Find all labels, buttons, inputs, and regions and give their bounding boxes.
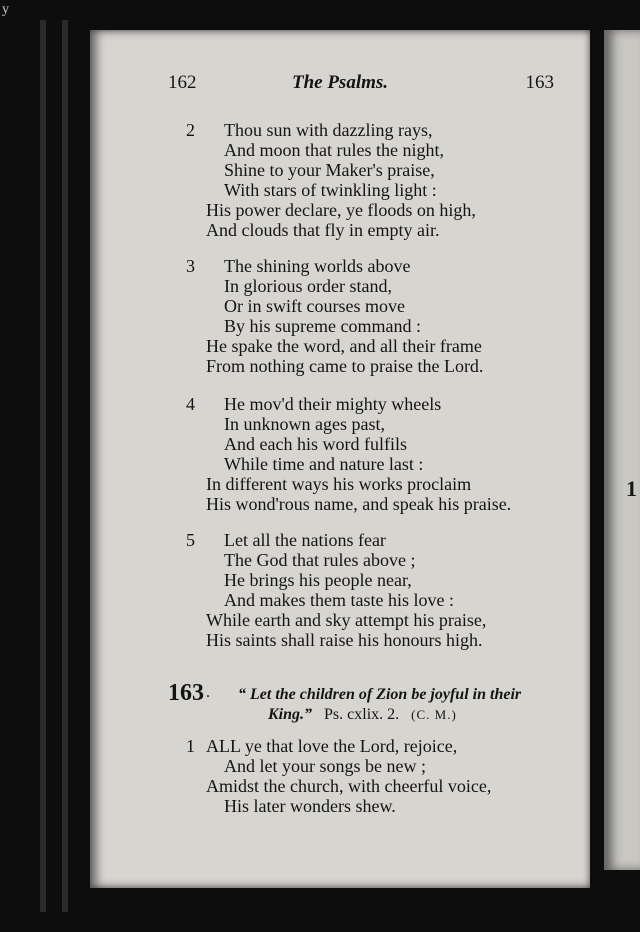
- verse-line: Shine to your Maker's praise,: [224, 160, 435, 180]
- hymn-reference: [268, 706, 457, 724]
- verse-line: In unknown ages past,: [224, 414, 385, 434]
- verse-number: 4: [186, 394, 195, 414]
- verse-line: And let your songs be new ;: [224, 756, 426, 776]
- verse-line: And moon that rules the night,: [224, 140, 444, 160]
- verse-line: The God that rules above ;: [224, 550, 416, 570]
- verse-line: By his supreme command :: [224, 316, 421, 336]
- verse-line: He mov'd their mighty wheels: [224, 394, 442, 414]
- page-number-right: 163: [525, 72, 554, 93]
- verse-line: In different ways his works proclaim: [206, 474, 472, 494]
- verse-line: While time and nature last :: [224, 454, 424, 474]
- corner-mark: y: [2, 2, 9, 17]
- verse-line: His wond'rous name, and speak his praise.: [206, 494, 512, 514]
- verse-line: He spake the word, and all their frame: [206, 336, 482, 356]
- verse-line: And makes them taste his love :: [224, 590, 454, 610]
- verse-line: Amidst the church, with cheerful voice,: [206, 776, 492, 796]
- verse-line: The shining worlds above: [224, 256, 411, 276]
- hymn-number-dot: .: [206, 684, 210, 701]
- next-page-fragment: 1: [626, 476, 637, 501]
- verse-line: His power declare, ye floods on high,: [206, 200, 476, 220]
- binding-edge: [62, 20, 68, 912]
- verse-number: 5: [186, 530, 195, 550]
- running-header: [90, 72, 590, 102]
- hymn-epigraph: “ Let the children of Zion be joyful in their: [238, 686, 522, 703]
- book-page: [90, 30, 590, 888]
- verse-line: And each his word fulfils: [224, 434, 407, 454]
- verse-line: His saints shall raise his honours high.: [206, 630, 483, 650]
- verse-line: ALL ye that love the Lord, rejoice,: [206, 736, 458, 756]
- verse-number: 3: [186, 256, 195, 276]
- verse-number: 2: [186, 120, 195, 140]
- hymn-number: 163: [168, 680, 204, 706]
- verse-line: In glorious order stand,: [224, 276, 392, 296]
- next-page-edge: [604, 30, 640, 870]
- verse-line: Thou sun with dazzling rays,: [224, 120, 433, 140]
- verse-line: While earth and sky attempt his praise,: [206, 610, 487, 630]
- page-number-left: 162: [168, 72, 197, 93]
- verse-line: His later wonders shew.: [224, 796, 396, 816]
- hymn-epigraph-end: King.”: [268, 706, 313, 723]
- verse-line: He brings his people near,: [224, 570, 412, 590]
- verse-line: With stars of twinkling light :: [224, 180, 437, 200]
- verse-line: Or in swift courses move: [224, 296, 405, 316]
- binding-edge: [40, 20, 46, 912]
- hymn-meter: (C. M.): [411, 707, 457, 722]
- psalm-reference: Ps. cxlix. 2.: [324, 706, 400, 723]
- verse-number: 1: [186, 736, 195, 756]
- running-title: The Psalms.: [291, 72, 389, 93]
- verse-line: Let all the nations fear: [224, 530, 386, 550]
- verse-line: And clouds that fly in empty air.: [206, 220, 440, 240]
- verse-line: From nothing came to praise the Lord.: [206, 356, 484, 376]
